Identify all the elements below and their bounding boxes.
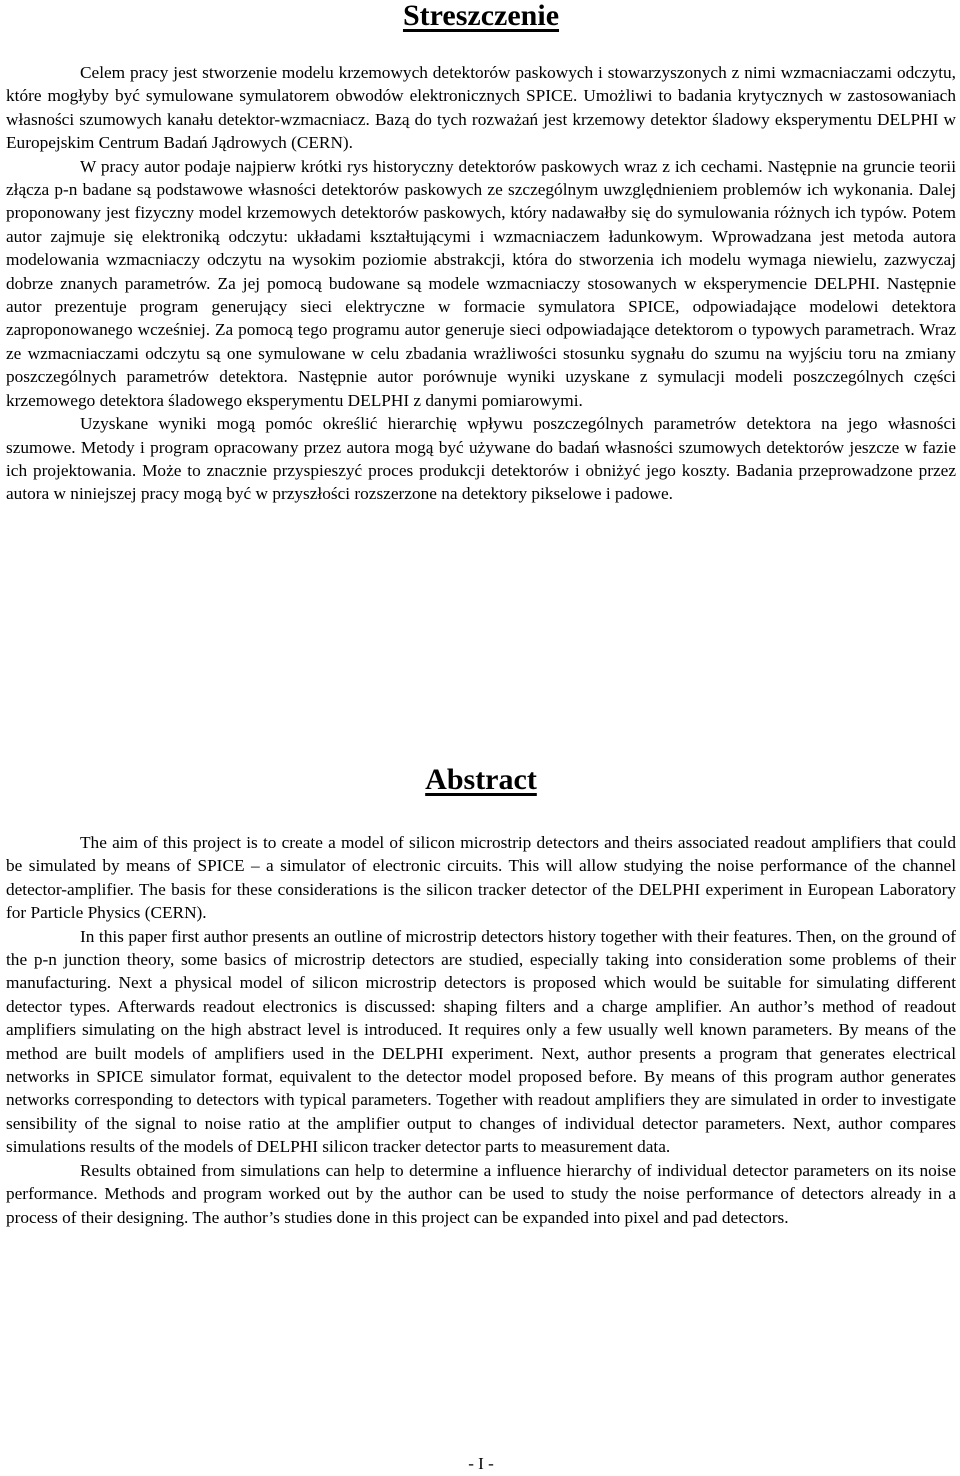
abstract-heading: Abstract — [425, 763, 537, 796]
streszczenie-body — [6, 61, 956, 506]
abstract-paragraph: The aim of this project is to create a model of silicon microstrip detectors and theirs associated readout amplifiers that could be simulated by means of SPICE – a simulator of electronic circuits. This will allow studying the noise performance of the channel detector-amplifier. The basis for these considerations is the silicon tracker detector of the DELPHI experiment in European Laboratory for Particle Physics (CERN). — [6, 833, 956, 923]
streszczenie-paragraph: W pracy autor podaje najpierw krótki rys historyczny detektorów paskowych wraz z ich cechami. Następnie na gruncie teorii złącza p-n badane są podstawowe własności detektorów paskowych ze szczególnym uwzględnieniem problemów ich wykonania. Dalej proponowany jest fizyczny model krzemowych detektorów paskowych, który nadawałby się do symulowania różnych ich typów. Potem autor zajmuje się elektroniką odczytu: układami kształtującymi i wzmacniaczem ładunkowym. Wprowadzana jest metoda autora modelowania wzmacniaczy odczytu na wysokim poziomie abstrakcji, która do stworzenia ich modelu wymaga niewielu, zazwyczaj dobrze znanych parametrów. Za jej pomocą budowane są modele wzmacniaczy stosowanych w eksperymencie DELPHI. Następnie autor prezentuje program generujący sieci elektryczne w formacie symulatora SPICE, odpowiadające modelowi detektora zaproponowanego wcześniej. Za pomocą tego programu autor generuje sieci odpowiadające detektorom o typowych parametrach. Wraz ze wzmacniaczami odczytu są one symulowane w celu zbadania wrażliwości stosunku sygnału do szumu na wyjściu toru na zmiany poszczególnych parametrów detektora. Następnie autor porównuje wyniki uzyskane z symulacji modeli poszczególnych części krzemowego detektora śladowego eksperymentu DELPHI z danymi pomiarowymi. — [6, 156, 956, 410]
document-page — [6, 0, 956, 1476]
abstract-body — [6, 831, 956, 1229]
streszczenie-paragraph: Uzyskane wyniki mogą pomóc określić hierarchię wpływu poszczególnych parametrów detektora na jego własności szumowe. Metody i program opracowany przez autora mogą być używane do badań własności szumowych detektorów jeszcze w fazie ich projektowania. Może to znacznie przyspieszyć proces produkcji detektorów i obniżyć jego koszty. Badania przeprowadzone przez autora w niniejszej pracy mogą być w przyszłości rozszerzone na detektory pikselowe i padowe. — [6, 414, 956, 504]
streszczenie-paragraph: Celem pracy jest stworzenie modelu krzemowych detektorów paskowych i stowarzyszonych z nimi wzmacniaczami odczytu, które mogłyby być symulowane symulatorem obwodów elektronicznych SPICE. Umożliwi to badania krytycznych w zastosowaniach własności szumowych kanału detektor-wzmacniacz. Bazą do tych rozważań jest krzemowy detektor śladowy eksperymentu DELPHI w Europejskim Centrum Badań Jądrowych (CERN). — [6, 63, 956, 153]
abstract-paragraph: In this paper first author presents an outline of microstrip detectors history together with their features. Then, on the ground of the p-n junction theory, some basics of microstrip detectors are studied, especially taking into consideration some problems of their manufacturing. Next a physical model of silicon microstrip detectors is proposed which would be suitable for simulating different detector types. Afterwards readout electronics is discussed: shaping filters and a charge amplifier. An author’s method of readout amplifiers simulating on the high abstract level is introduced. It requires only a few usually well known parameters. By means of the method are built models of amplifiers used in the DELPHI experiment. Next, author presents a program that generates electrical networks in SPICE simulator format, equivalent to the detector model proposed before. By means of this program author generates networks corresponding to detectors with typical parameters. Together with readout amplifiers they are simulated in order to investigate sensibility of the signal to noise ratio at the amplifier output to changes of individual detector parameters. Next, author compares simulations results of the models of DELPHI silicon tracker detector parts to measurement data. — [6, 926, 956, 1157]
abstract-paragraph: Results obtained from simulations can help to determine a influence hierarchy of individual detector parameters on its noise performance. Methods and program worked out by the author can be used to study the noise performance of detectors already in a process of their designing. The author’s studies done in this project can be expanded into pixel and pad detectors. — [6, 1160, 956, 1227]
streszczenie-heading: Streszczenie — [402, 0, 560, 32]
page-number: - I - — [468, 1454, 494, 1473]
